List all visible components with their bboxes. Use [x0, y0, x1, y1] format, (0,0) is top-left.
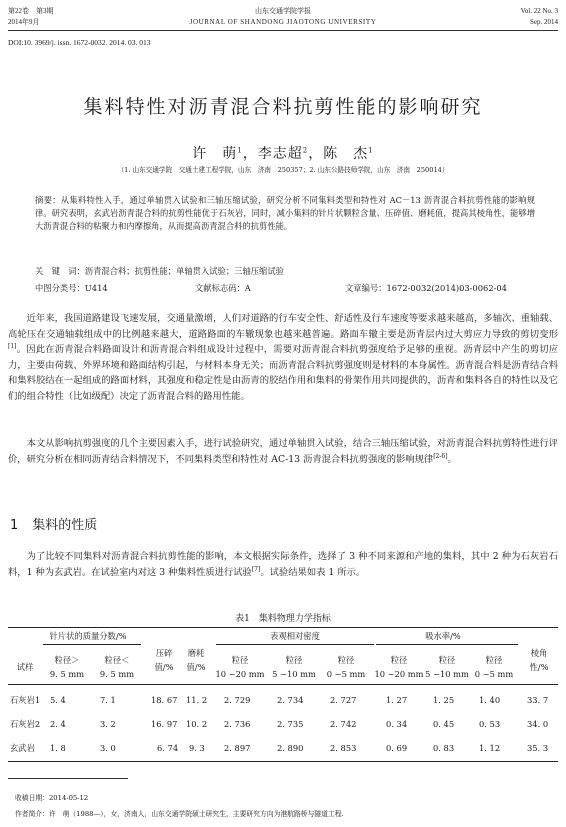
clc-number: 中图分类号：U414: [35, 283, 108, 293]
abstract: [35, 194, 535, 234]
table-cell: 1. 40: [479, 695, 501, 705]
data-table: 针片状的质量分数/% 表观相对密度 吸水率/% 试样 粒径＞ 9. 5 mm 粒径＜ 9. 5 mm 压碎 值/% 磨耗 值/% 粒径 10 ~20 mm 粒径 5 ~10 mm 粒径 0 ~5 mm 粒径 10 ~20 mm 粒径 5 ~10 mm 粒径 0 ~5 mm 棱角 性/% 石灰岩1 5. 4 7. 1 18. 67 11. 2 2. 729 2. 734 2. 727 1. 27 1. 25 1. 40 33. 7 石灰岩2 2. 4 3. 2 16. 97 10. 2 2. 736 2. 735 2. 742 0. 34 0. 45 0. 53 34. 0 玄武岩 1. 8 3. 0 6. 74 9. 3 2. 897 2. 890 2. 853 0. 69 0. 83 1. 12 35. 3: [8, 627, 558, 767]
citation: [1]: [8, 343, 17, 351]
group-rule: [216, 644, 374, 645]
group-rule: [376, 644, 518, 645]
author-bio: 作者简介：许 萌（1988—），女，济南人，山东交通学院硕士研究生，主要研究方向为港航路桥与隧道工程.: [15, 810, 344, 818]
header-rule: [8, 684, 558, 685]
table-cell: 0. 83: [433, 743, 455, 753]
table-cell: 3. 0: [100, 743, 116, 753]
author-name: 许 萌: [192, 146, 238, 162]
table-cell: 2. 4: [50, 719, 66, 729]
table-cell: 7. 1: [100, 695, 116, 705]
table-cell: 2. 727: [330, 695, 357, 705]
table-cell: 2. 742: [330, 719, 357, 729]
keywords-text: 沥青混合料；抗剪性能；单轴贯入试验；三轴压缩试验: [84, 266, 284, 276]
table-cell: 0. 53: [479, 719, 501, 729]
header-rule: [8, 30, 558, 31]
journal-name-cn: 山东交通学院学报: [255, 7, 311, 15]
paper-title: 集料特性对沥青混合料抗剪性能的影响研究: [83, 96, 483, 118]
col-header-crush: 压碎: [155, 648, 173, 658]
table-cell: 0. 45: [433, 719, 455, 729]
issue-date: 2014年9月: [8, 18, 40, 26]
col-group-density: 表观相对密度: [270, 631, 320, 641]
author-list: 许 萌$^1$，李志超$^2$，陈 杰$^1$: [192, 146, 374, 162]
footnote-rule: [8, 778, 128, 779]
author-affil-mark: 1: [237, 146, 243, 155]
citation: [7]: [251, 565, 261, 573]
table-cell: 11. 2: [186, 695, 208, 705]
affiliation: （1. 山东交通学院 交通土建工程学院，山东 济南 250357；2. 山东公路技师学院，山东 济南 250014）: [117, 166, 449, 174]
table-cell: 2. 735: [277, 719, 304, 729]
table-cell: 6. 74: [157, 743, 179, 753]
table-cell: 2. 729: [224, 695, 251, 705]
table-cell: 0. 69: [386, 743, 408, 753]
article-number: 文章编号：1672-0032(2014)03-0062-04: [345, 283, 507, 293]
abstract-text: 从集料特性入手，通过单轴贯入试验和三轴压缩试验，研究分析不同集料类型和特性对 AC－13 沥青混合料抗剪性能的影响规律。研究表明，玄武岩沥青混合料的抗剪性能优于石灰岩，同时，减小集料的针片状颗粒含量、压碎值、磨耗值，提高其棱角性，能够增大沥青混合料的粘聚力和内摩擦角，从而提高沥青混合料的抗剪性能。: [35, 195, 535, 232]
col-header-size: 粒径: [438, 655, 456, 665]
table-cell: 16. 97: [151, 719, 178, 729]
group-rule: [43, 644, 141, 645]
table-bottom-rule: [8, 761, 558, 762]
table-top-rule: [8, 627, 558, 628]
table-cell: 1. 27: [386, 695, 408, 705]
volume-date: Sep. 2014: [530, 18, 558, 26]
doi: DOI:10. 3969/j. issn. 1672-0032. 2014. 03. 013: [8, 38, 151, 47]
table-cell: 3. 2: [100, 719, 116, 729]
table-cell: 10. 2: [186, 719, 208, 729]
col-header-flaky-gt: 粒径＞: [54, 655, 80, 665]
received-date: 收稿日期：2014-05-12: [15, 794, 89, 802]
table-row-label: 玄武岩: [10, 743, 35, 753]
journal-name-en: JOURNAL OF SHANDONG JIAOTONG UNIVERSITY: [189, 18, 377, 26]
section-number: 1: [10, 518, 19, 533]
col-header-flaky-lt: 粒径＜: [104, 655, 130, 665]
table-cell: 5. 4: [50, 695, 66, 705]
table-row-label: 石灰岩2: [10, 719, 41, 729]
col-header-size: 粒径: [390, 655, 408, 665]
col-group-absorption: 吸水率/%: [425, 631, 461, 641]
author-name: 陈 杰: [323, 146, 369, 162]
table-cell: 9. 3: [189, 743, 205, 753]
table-cell: 35. 3: [527, 743, 549, 753]
col-group-flaky: 针片状的质量分数/%: [49, 631, 127, 641]
author-name: 李志超: [257, 146, 303, 162]
col-header-size: 粒径: [485, 655, 503, 665]
author-affil-mark: 2: [302, 146, 309, 155]
table-cell: 18. 67: [151, 695, 178, 705]
col-header-angularity: 棱角: [530, 648, 548, 658]
intro-paragraph: 近年来，我国道路建设飞速发展，交通量激增，人们对道路的行车安全性、舒适性及行车速度等要求越来越高，多轴次、重轴载、高轮压在交通轴载组成中的比例越来越大，道路路面的车辙现象也越来越普遍。路面车辙主要是沥青层内过大剪应力导致的剪切变形[1]。因此在沥青混合料路面设计和沥青混合料组成设计过程中，需要对沥青混合料抗剪强度给予足够的重视。沥青层中产生的剪切应力，主要由荷载、外界环境和路面结构引起，与材料本身无关；而沥青混合料抗剪强度则是材料的本身属性。沥青混合料是沥青结合料和集料胶结在一起组成的路面材料，其强度和稳定性是由沥青的胶结作用和集料的骨架作用共同提供的，沥青和集料各自的特性以及它们的组合特性（比如级配）决定了沥青混合料的路用性能。: [8, 313, 558, 402]
table-cell: 1. 12: [479, 743, 501, 753]
abstract-label: 摘要：: [35, 195, 61, 205]
table-cell: 1. 8: [50, 743, 66, 753]
citation: [2-6]: [433, 452, 448, 460]
table-cell: 2. 853: [330, 743, 357, 753]
col-header-abrasion: 磨耗: [187, 648, 205, 658]
table-cell: 2. 736: [224, 719, 251, 729]
intro-paragraph: 本文从影响抗剪强度的几个主要因素入手，进行试验研究，通过单轴贯入试验，结合三轴压缩试验，对沥青混合料抗剪特性进行评价，研究分析在相同沥青结合料情况下，不同集料类型和特性对 AC-13 沥青混合料抗剪强度的影响规律[2-6]。: [8, 438, 558, 465]
section-title: 集料的性质: [32, 518, 98, 533]
col-header-size: 粒径: [231, 655, 249, 665]
col-header-size: 粒径: [337, 655, 355, 665]
table-cell: 2. 734: [277, 695, 304, 705]
keywords-label: 关 键 词：: [35, 266, 85, 276]
document-code: 文献标志码：A: [195, 283, 251, 293]
table-cell: 34. 0: [527, 719, 549, 729]
table-cell: 0. 34: [386, 719, 408, 729]
table-cell: 33. 7: [527, 695, 549, 705]
author-affil-mark: 1: [368, 146, 374, 155]
table-row-label: 石灰岩1: [10, 695, 41, 705]
table-cell: 1. 25: [433, 695, 455, 705]
section-paragraph: 为了比较不同集料对沥青混合料抗剪性能的影响，本文根据实际条件，选择了 3 种不同来源和产地的集料，其中 2 种为石灰岩石料，1 种为玄武岩。在试验室内对这 3 种集料性质进行试验[7]。试验结果如表 1 所示。: [8, 551, 558, 578]
volume-info: Vol. 22 No. 3: [520, 7, 558, 15]
col-header-sample: 试样: [16, 662, 34, 672]
table-caption: 表1 集料物理力学指标: [235, 614, 331, 624]
col-header-size: 粒径: [285, 655, 303, 665]
table-cell: 2. 897: [224, 743, 251, 753]
section-heading: [10, 514, 97, 533]
keywords: [35, 265, 284, 277]
table-cell: 2. 890: [277, 743, 304, 753]
issue-info: 第22卷 第3期: [8, 7, 54, 15]
